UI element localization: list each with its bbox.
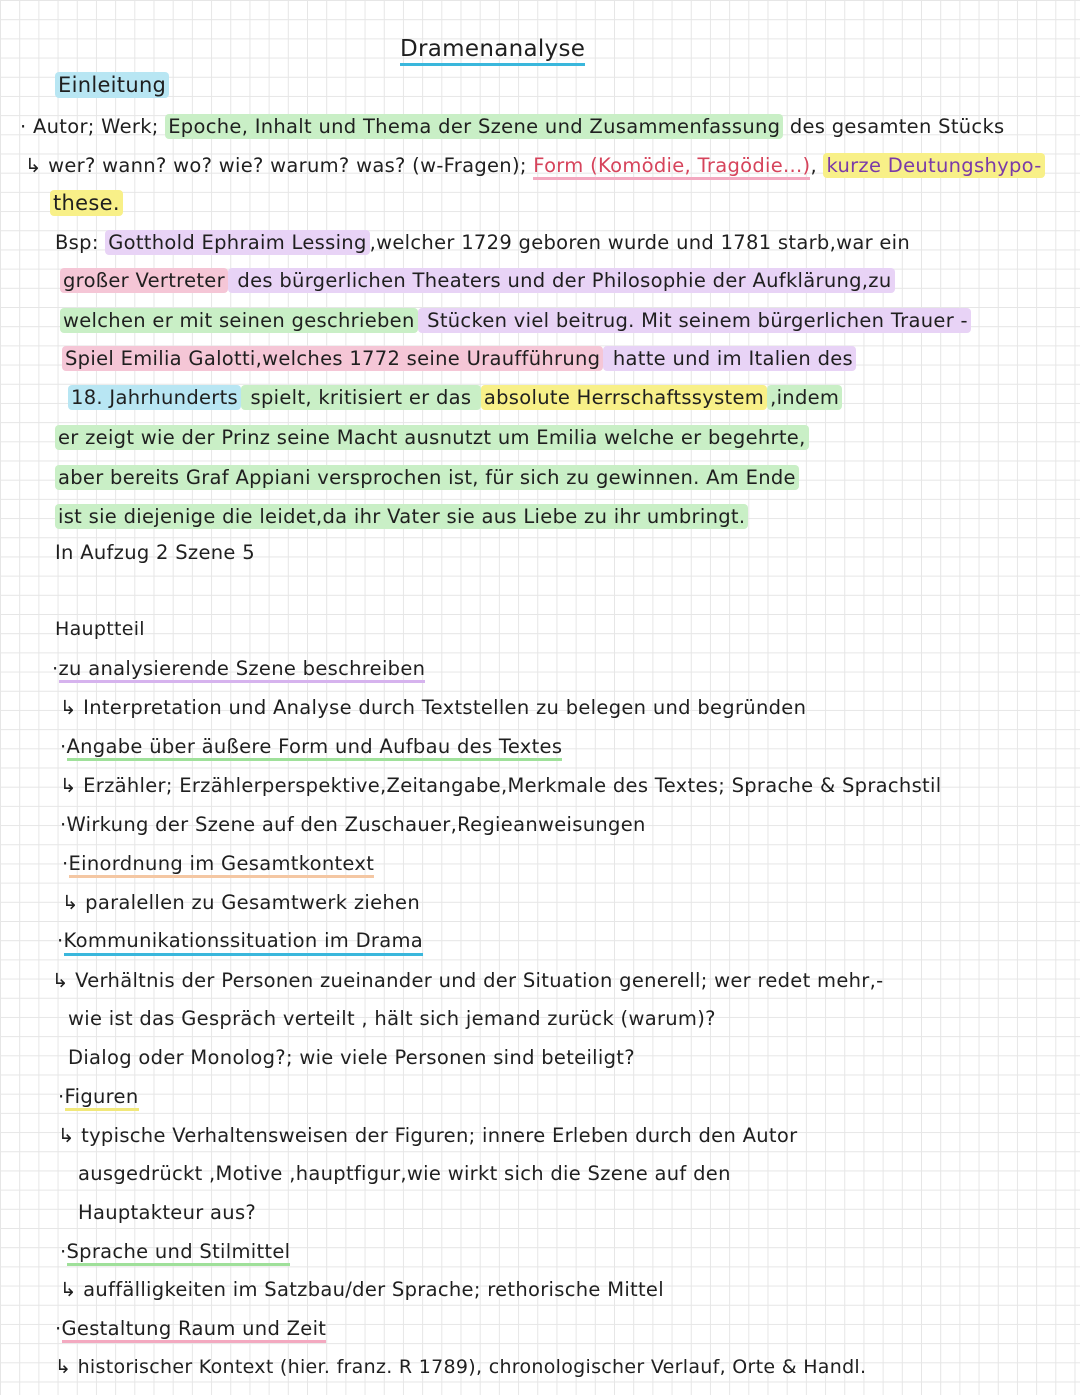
hauptteil-line-12-text: Figuren — [65, 1085, 139, 1111]
hauptteil-line-9-text: Verhältnis der Personen zueinander und der Situation generell; wer redet mehr,- — [68, 969, 884, 992]
hauptteil-line-15-text: Hauptakteur aus? — [78, 1201, 257, 1224]
hauptteil-line-1-text: zu analysierende Szene beschreiben — [59, 657, 426, 683]
hauptteil-line-4-text: Erzähler; Erzählerperspektive,Zeitangabe,Merkmale des Textes; Sprache & Sprachstil — [76, 774, 942, 797]
hauptteil-line-19-text: historischer Kontext (hier. franz. R 1789), chronologischer Verlauf, Orte & Handl. — [71, 1356, 867, 1378]
bullet: · — [52, 657, 59, 680]
einleitung-line-2-part-2: Form (Komödie, Tragödie...) — [533, 154, 810, 180]
example-line-5-part-1: 18. Jahrhunderts — [68, 385, 241, 410]
arrow-icon: ↳ — [60, 774, 77, 797]
example-line-1-part-3: ,welcher 1729 geboren wurde und 1781 starb,war ein — [369, 231, 911, 254]
einleitung-line-1-part-2: Epoche, Inhalt und Thema der Szene und Zusammenfassung — [165, 114, 783, 139]
bullet: · — [60, 813, 67, 836]
einleitung-line-3 — [50, 188, 123, 218]
hauptteil-line-1 — [52, 654, 425, 684]
page-title: Dramenanalyse — [400, 36, 585, 66]
arrow-icon: ↳ — [55, 1356, 72, 1378]
hauptteil-line-4 — [60, 771, 941, 801]
example-line-3-part-2: Stücken viel beitrug. Mit seinem bürgerlichen Trauer - — [418, 308, 971, 333]
arrow-icon: ↳ — [58, 1124, 75, 1147]
example-line-4-part-2: hatte und im Italien des — [603, 346, 856, 371]
einleitung-line-2 — [25, 151, 1045, 181]
bullet: · — [60, 1240, 67, 1263]
example-line-2-part-1: großer Vertreter — [60, 268, 228, 293]
hauptteil-line-13-text: typische Verhaltensweisen der Figuren; innere Erleben durch den Autor — [74, 1124, 798, 1147]
einleitung-line-2-part-1: wer? wann? wo? wie? warum? was? (w-Fragen); — [41, 154, 534, 177]
hauptteil-line-14-text: ausgedrückt ,Motive ,hauptfigur,wie wirkt sich die Szene auf den — [78, 1162, 731, 1185]
hauptteil-heading: Hauptteil — [55, 618, 145, 640]
einleitung-line-2-part-3: , — [810, 154, 824, 177]
hauptteil-line-5 — [60, 810, 646, 840]
arrow-icon: ↳ — [52, 969, 69, 992]
example-line-1-part-2: Gotthold Ephraim Lessing — [105, 230, 369, 255]
arrow-icon: ↳ — [25, 154, 42, 177]
example-line-2 — [60, 266, 895, 296]
bullet: · — [55, 1317, 62, 1340]
hauptteil-line-9 — [52, 966, 883, 996]
example-line-5-part-4: ,indem — [767, 385, 842, 410]
example-line-5 — [68, 383, 842, 413]
example-line-7 — [55, 463, 799, 493]
arrow-icon: ↳ — [62, 891, 79, 914]
hauptteil-line-7-text: paralellen zu Gesamtwerk ziehen — [78, 891, 421, 914]
example-line-6-part-1: er zeigt wie der Prinz seine Macht ausnutzt um Emilia welche er begehrte, — [55, 425, 809, 450]
hauptteil-line-3-text: Angabe über äußere Form und Aufbau des Textes — [67, 735, 563, 761]
bullet: · — [60, 735, 67, 758]
hauptteil-line-14 — [78, 1159, 731, 1189]
hauptteil-line-3 — [60, 732, 562, 762]
example-line-8-part-1: ist sie diejenige die leidet,da ihr Vater sie aus Liebe zu ihr umbringt. — [55, 504, 748, 529]
hauptteil-line-7 — [62, 888, 420, 918]
arrow-icon: ↳ — [60, 696, 77, 719]
hauptteil-line-6 — [62, 849, 374, 879]
hauptteil-line-8 — [57, 926, 423, 956]
hauptteil-line-6-text: Einordnung im Gesamtkontext — [69, 852, 375, 878]
example-line-9-part-1: In Aufzug 2 Szene 5 — [55, 541, 255, 564]
hauptteil-line-10-text: wie ist das Gespräch verteilt , hält sich jemand zurück (warum)? — [68, 1007, 716, 1030]
hauptteil-line-2 — [60, 693, 806, 723]
hauptteil-line-10 — [68, 1004, 716, 1034]
example-line-6 — [55, 423, 809, 453]
example-line-2-part-2: des bürgerlichen Theaters und der Philosophie der Aufklärung,zu — [228, 268, 895, 293]
hauptteil-line-19 — [55, 1352, 866, 1382]
example-line-3-part-1: welchen er mit seinen geschrieben — [60, 308, 418, 333]
bullet: · — [58, 1085, 65, 1108]
example-line-5-part-2: spielt, kritisiert er das — [241, 385, 481, 410]
einleitung-line-3-part-1: these. — [50, 190, 123, 216]
einleitung-line-1-part-1: Autor; Werk; — [33, 115, 166, 138]
hauptteil-line-17 — [60, 1275, 664, 1305]
hauptteil-line-16-text: Sprache und Stilmittel — [67, 1240, 291, 1266]
bullet: · — [62, 852, 69, 875]
example-line-5-part-3: absolute Herrschaftssystem — [481, 385, 767, 410]
hauptteil-line-15 — [78, 1198, 256, 1228]
hauptteil-line-5-text: Wirkung der Szene auf den Zuschauer,Regieanweisungen — [66, 813, 646, 836]
example-line-9 — [55, 538, 255, 568]
page-title-wrapper — [400, 34, 585, 64]
hauptteil-line-17-text: auffälligkeiten im Satzbau/der Sprache; rethorische Mittel — [76, 1278, 664, 1301]
einleitung-line-2-part-4: kurze Deutungshypo- — [823, 153, 1044, 178]
hauptteil-line-11-text: Dialog oder Monolog?; wie viele Personen sind beteiligt? — [68, 1046, 635, 1069]
example-line-4 — [62, 344, 856, 374]
example-line-1 — [55, 228, 910, 258]
hauptteil-line-16 — [60, 1237, 290, 1267]
hauptteil-line-18 — [55, 1314, 326, 1344]
example-line-3 — [60, 306, 971, 336]
example-line-8 — [55, 502, 748, 532]
hauptteil-line-12 — [58, 1082, 139, 1112]
hauptteil-line-2-text: Interpretation und Analyse durch Textstellen zu belegen und begründen — [76, 696, 807, 719]
example-line-7-part-1: aber bereits Graf Appiani versprochen ist, für sich zu gewinnen. Am Ende — [55, 465, 799, 490]
hauptteil-line-8-text: Kommunikationssituation im Drama — [64, 929, 424, 956]
einleitung-line-1-part-3: des gesamten Stücks — [783, 115, 1005, 138]
hauptteil-heading-row — [55, 614, 145, 644]
bullet: · — [20, 115, 27, 138]
einleitung-heading-row — [55, 70, 169, 100]
hauptteil-line-11 — [68, 1043, 635, 1073]
arrow-icon: ↳ — [60, 1278, 77, 1301]
example-line-4-part-1: Spiel Emilia Galotti,welches 1772 seine Uraufführung — [62, 346, 603, 371]
hauptteil-line-18-text: Gestaltung Raum und Zeit — [62, 1317, 327, 1343]
hauptteil-line-13 — [58, 1121, 797, 1151]
einleitung-heading: Einleitung — [55, 72, 169, 98]
example-line-1-part-1: Bsp: — [55, 231, 106, 254]
bullet: · — [57, 929, 64, 952]
einleitung-line-1 — [20, 112, 1005, 142]
